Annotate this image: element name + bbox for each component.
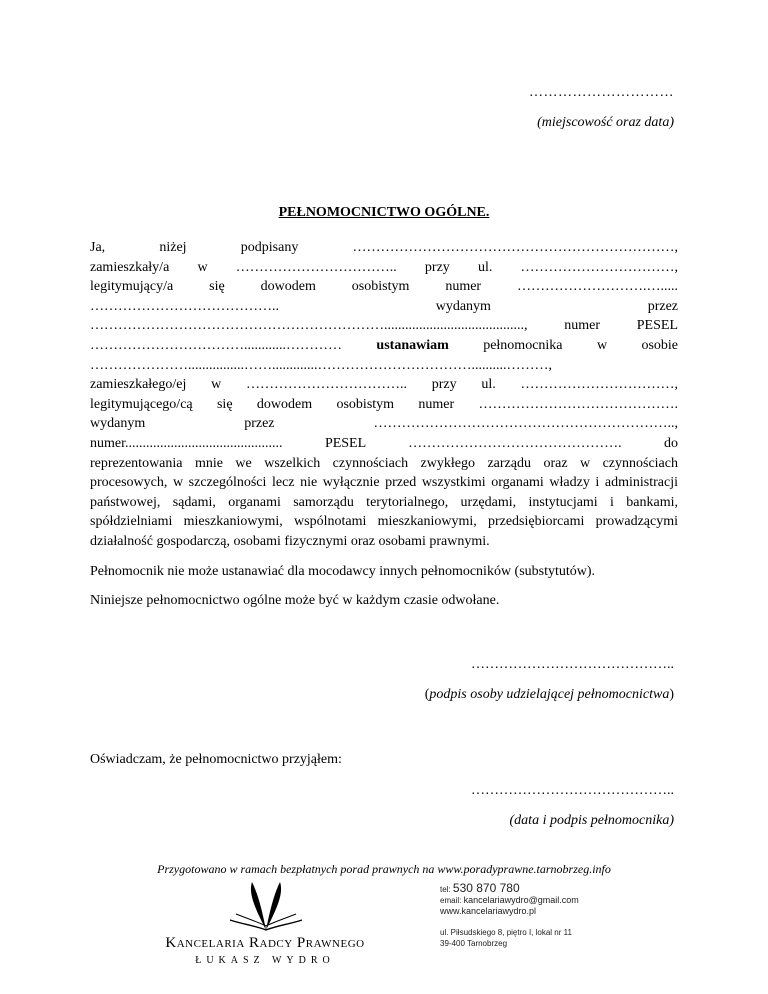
form-token: ………………………………………………………........................................, bbox=[90, 318, 528, 334]
form-token: ……………………………………………………………, bbox=[352, 240, 678, 255]
form-line bbox=[90, 336, 678, 356]
form-line bbox=[90, 277, 678, 297]
contact-address-line1: ul. Piłsudskiego 8, piętro I, lokal nr 11 bbox=[440, 928, 572, 937]
form-line bbox=[90, 395, 678, 415]
form-token: ……………………………, bbox=[520, 377, 678, 393]
grantor-signature-field: …………………………………….. bbox=[471, 657, 674, 672]
attorney-signature-field: …………………………………….. bbox=[471, 783, 674, 798]
form-lines bbox=[90, 238, 678, 454]
form-token: ul. bbox=[481, 377, 496, 393]
form-line bbox=[90, 375, 678, 395]
form-token: ul. bbox=[477, 259, 493, 275]
form-token: wydanym bbox=[435, 298, 491, 314]
footer-note: Przygotowano w ramach bezpłatnych porad prawnych na www.poradyprawne.tarnobrzeg.info bbox=[157, 862, 611, 876]
form-line bbox=[90, 434, 678, 454]
form-line bbox=[90, 258, 678, 278]
form-token: w osobie bbox=[596, 337, 678, 353]
form-token: numer bbox=[418, 396, 455, 412]
contact-block bbox=[440, 883, 579, 949]
substitution-paragraph: Pełnomocnik nie może ustanawiać dla mocodawcy innych pełnomocników (substytutów). bbox=[90, 563, 596, 579]
form-token: przy bbox=[431, 377, 457, 393]
contact-phone bbox=[440, 883, 579, 895]
form-token: osobistym bbox=[336, 396, 395, 412]
form-line bbox=[90, 356, 678, 376]
form-token: Ja, bbox=[90, 240, 106, 255]
form-token: w …………………………….. bbox=[211, 377, 408, 393]
form-token: legitymującego/cą bbox=[90, 396, 193, 412]
form-token: w …………………………….. bbox=[197, 259, 397, 275]
grantor-label-text: podpis osoby udzielającej pełnomocnictwa bbox=[429, 687, 670, 702]
form-token: przez bbox=[647, 298, 678, 314]
form-token: ……………………………………………………….., bbox=[373, 416, 678, 432]
form-token: dowodem bbox=[260, 279, 316, 295]
form-token: legitymujący/a bbox=[90, 279, 174, 295]
form-token: ……………………………............………… bbox=[90, 337, 342, 353]
contact-email bbox=[440, 895, 579, 906]
form-token: numer bbox=[445, 279, 482, 295]
form-token: przy bbox=[424, 259, 450, 275]
form-line bbox=[90, 414, 678, 434]
form-token: podpisany bbox=[240, 240, 299, 255]
logo-name: Kancelaria Radcy Prawnego bbox=[165, 935, 365, 951]
form-token: PESEL bbox=[636, 318, 678, 334]
form-token: ……………………….…..... bbox=[517, 279, 678, 295]
form-token: ………………………………….. bbox=[90, 298, 279, 314]
form-token: zamieszkały/a bbox=[90, 259, 170, 275]
form-line bbox=[90, 297, 678, 317]
logo-subtitle: ŁUKASZ WYDRO bbox=[195, 955, 335, 966]
form-line bbox=[90, 316, 678, 336]
grantor-label-close: ) bbox=[669, 687, 674, 702]
form-token: się bbox=[209, 279, 225, 295]
form-token: PESEL bbox=[324, 435, 366, 451]
revocation-paragraph: Niniejsze pełnomocnictwo ogólne może być w każdym czasie odwołane. bbox=[90, 593, 500, 609]
form-token: ……………………………………. bbox=[478, 396, 678, 412]
email-label: email: bbox=[440, 896, 462, 905]
form-line bbox=[90, 238, 678, 258]
form-token: dowodem bbox=[256, 396, 313, 412]
form-token: się bbox=[216, 396, 233, 412]
form-token: numer............................................. bbox=[90, 435, 283, 451]
acceptance-statement: Oświadczam, że pełnomocnictwo przyjąłem: bbox=[90, 752, 342, 767]
book-feather-icon bbox=[226, 880, 306, 932]
place-date-field: ………………………… bbox=[529, 85, 674, 100]
form-token: wydanym bbox=[90, 416, 146, 432]
law-office-logo bbox=[130, 880, 390, 980]
document-title: PEŁNOMOCNICTWO OGÓLNE. bbox=[278, 205, 490, 220]
form-token: numer bbox=[564, 318, 601, 334]
form-token: zamieszkałego/ej bbox=[90, 377, 187, 393]
form-token: ……………………………, bbox=[520, 259, 678, 275]
document-body bbox=[90, 238, 678, 611]
form-token: przez bbox=[244, 416, 275, 432]
form-token: ………………………………………. bbox=[408, 435, 622, 451]
attorney-signature-label: (data i podpis pełnomocnika) bbox=[509, 813, 674, 828]
scope-paragraph: reprezentowania mnie we wszelkich czynnościach zwykłego zarządu oraz w czynnościach procesowych, w szczególności lecz nie wyłącznie przed wszystkimi organami władzy i administracji państwowej, sądami, organami samorządu terytorialnego, urzędami, instytucjami i bankami, spółdzielniami mieszkaniowymi, wspólnotami mieszkaniowymi, przedsiębiorcami prowadzącymi działalność gospodarczą, osobami fizycznymi oraz osobami prawnymi. bbox=[90, 455, 678, 549]
form-token: pełnomocnika bbox=[483, 337, 563, 353]
phone-label: tel: bbox=[440, 885, 451, 894]
grantor-signature-label bbox=[425, 687, 674, 703]
place-date-label: (miejscowość oraz data) bbox=[537, 115, 674, 130]
grantor-label-open: ( bbox=[424, 687, 430, 702]
contact-address-line2: 39-400 Tarnobrzeg bbox=[440, 939, 508, 948]
phone-number: 530 870 780 bbox=[452, 881, 520, 895]
email-address: kancelariawydro@gmail.com bbox=[463, 895, 579, 905]
form-token: …………………................…….............……………………………..........………, bbox=[90, 357, 552, 373]
form-token: do bbox=[664, 435, 678, 451]
form-token: osobistym bbox=[351, 279, 410, 295]
form-token: ustanawiam bbox=[376, 337, 449, 353]
contact-website: www.kancelariawydro.pl bbox=[440, 906, 537, 916]
form-token: niżej bbox=[159, 240, 187, 255]
